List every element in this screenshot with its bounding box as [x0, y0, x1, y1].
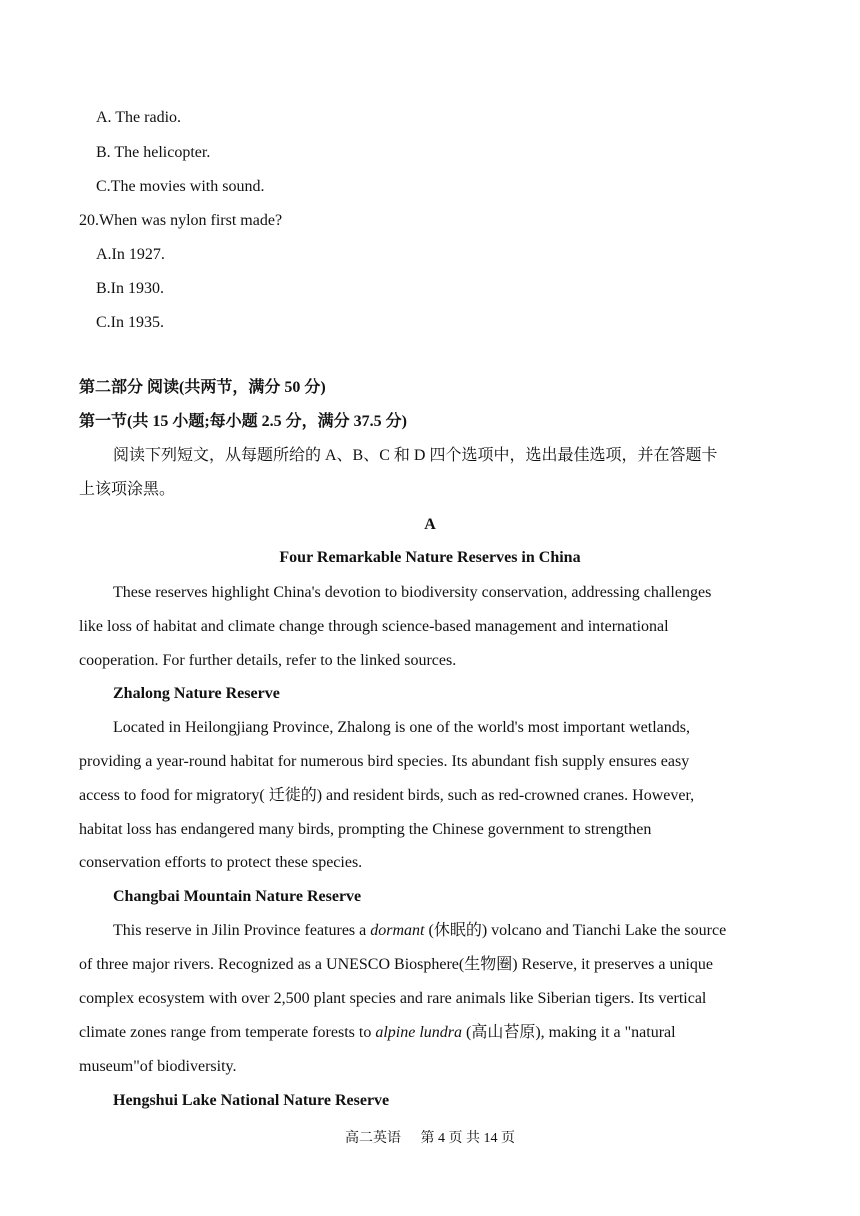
changbai-line-2: of three major rivers. Recognized as a UNESCO Biosphere(生物圈) Reserve, it preserves a unique [79, 956, 714, 973]
changbai-line-4 [79, 1023, 676, 1043]
footer-subject: 高二英语 [345, 1131, 401, 1146]
passage-label: A [424, 516, 436, 533]
changbai-line-3: complex ecosystem with over 2,500 plant species and rare animals like Siberian tigers. Its vertical [79, 990, 707, 1007]
passage-title: Four Remarkable Nature Reserves in China [279, 549, 581, 566]
zhalong-heading: Zhalong Nature Reserve [113, 685, 280, 702]
q20-option-b: B.In 1930. [96, 280, 164, 297]
q19-option-c: C.The movies with sound. [96, 178, 265, 195]
q19-option-b: B. The helicopter. [96, 144, 211, 161]
part2-heading: 第二部分 阅读(共两节，满分 50 分) [79, 379, 326, 396]
zhalong-line-1: Located in Heilongjiang Province, Zhalong is one of the world's most important wetlands, [113, 719, 690, 736]
zhalong-line-2: providing a year-round habitat for numerous bird species. Its abundant fish supply ensures easy [79, 753, 690, 770]
hengshui-heading: Hengshui Lake National Nature Reserve [113, 1092, 390, 1109]
q20-question: 20.When was nylon first made? [79, 212, 283, 229]
changbai-line4-a: climate zones range from temperate forests to [79, 1024, 376, 1041]
zhalong-line-3: access to food for migratory( 迁徙的) and resident birds, such as red-crowned cranes. However, [79, 787, 695, 804]
q20-option-a: A.In 1927. [96, 246, 165, 263]
changbai-line-5: museum"of biodiversity. [79, 1058, 237, 1075]
changbai-line4-b: (高山苔原), making it a "natural [462, 1024, 676, 1041]
instructions-line1: 阅读下列短文，从每题所给的 A、B、C 和 D 四个选项中，选出最佳选项，并在答题卡 [113, 447, 718, 464]
intro-line-3: cooperation. For further details, refer to the linked sources. [79, 652, 457, 669]
zhalong-line-4: habitat loss has endangered many birds, prompting the Chinese government to strengthen [79, 821, 652, 838]
changbai-line1-a: This reserve in Jilin Province features a [113, 922, 371, 939]
alpine-term: alpine lundra [375, 1024, 462, 1041]
zhalong-line-5: conservation efforts to protect these species. [79, 854, 363, 871]
instructions-line2: 上该项涂黑。 [79, 481, 176, 498]
intro-line-1: These reserves highlight China's devotion to biodiversity conservation, addressing challenges [113, 584, 712, 601]
changbai-line-1 [113, 921, 726, 941]
q20-option-c: C.In 1935. [96, 314, 164, 331]
changbai-heading: Changbai Mountain Nature Reserve [113, 888, 362, 905]
dormant-term: dormant [370, 922, 425, 939]
section1-heading: 第一节(共 15 小题;每小题 2.5 分，满分 37.5 分) [79, 413, 407, 430]
footer-page-info: 第 4 页 共 14 页 [420, 1131, 515, 1146]
intro-line-2: like loss of habitat and climate change through science-based management and international [79, 618, 669, 635]
page-footer [0, 1129, 860, 1149]
changbai-line1-b: (休眠的) volcano and Tianchi Lake the source [424, 922, 727, 939]
q19-option-a: A. The radio. [96, 109, 182, 126]
